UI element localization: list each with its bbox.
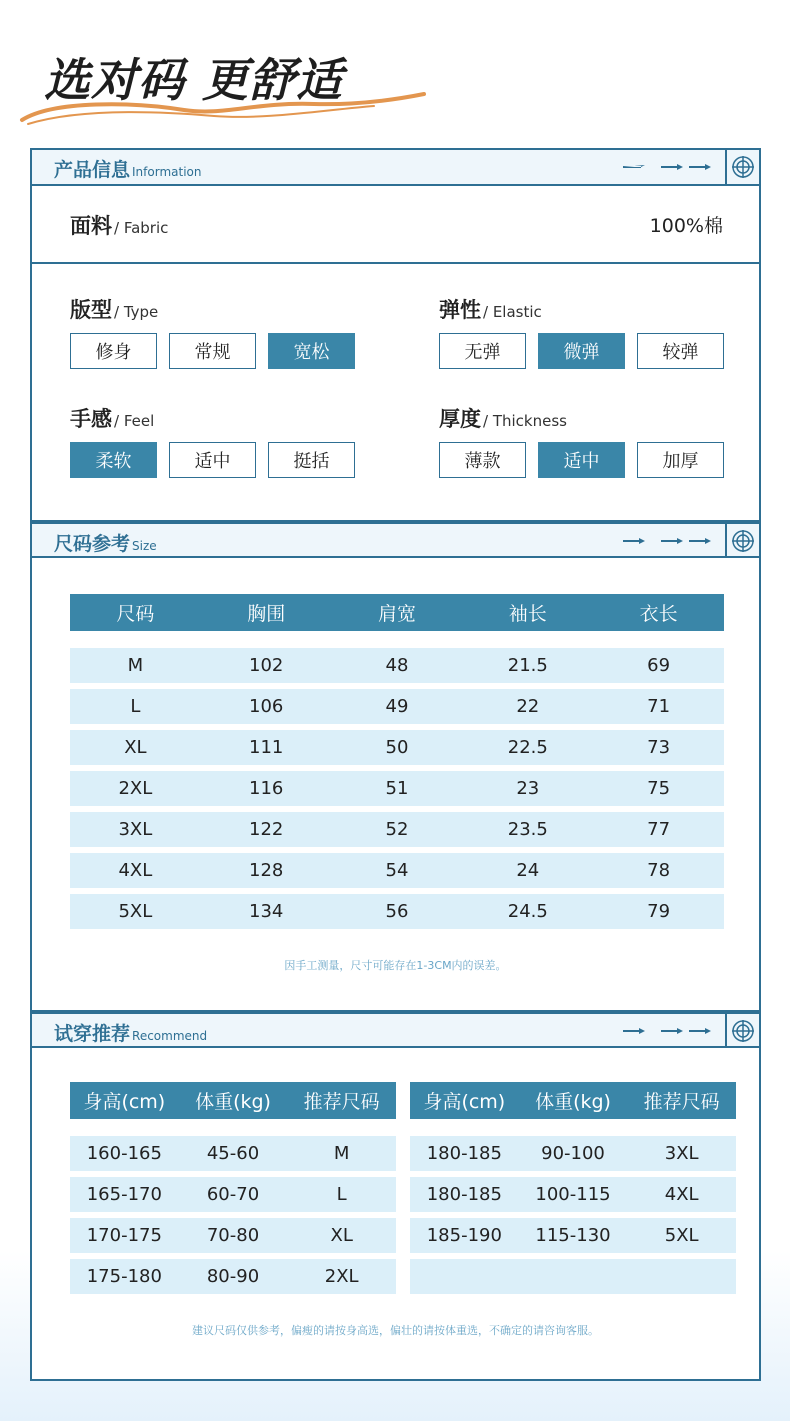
- crosshair-icon-box: [725, 1014, 759, 1048]
- recommend-table-row: [70, 1177, 396, 1212]
- recommend-table-cell: 90-100: [541, 1143, 605, 1164]
- recommend-panel: [30, 1012, 761, 1381]
- recommend-panel-header: [32, 1012, 759, 1048]
- size-title-text: 尺码参考: [54, 533, 131, 555]
- recommend-table-cell: 60-70: [206, 1184, 260, 1205]
- recommend-table-row: [410, 1177, 736, 1212]
- crosshair-icon: [731, 1019, 755, 1043]
- fabric-value: 100%棉: [649, 215, 723, 237]
- size-subtitle: Size: [132, 539, 157, 553]
- info-title-text: 产品信息: [54, 159, 131, 181]
- recommend-table-cell: 180-185: [426, 1184, 502, 1205]
- recommend-col-header: 体重(kg): [195, 1091, 271, 1113]
- size-table-cell: 2XL: [118, 778, 153, 799]
- recommend-table-row: [410, 1136, 736, 1171]
- crosshair-icon: [731, 155, 755, 179]
- thickness-option-thin[interactable]: 薄款: [439, 442, 526, 478]
- feel-label-text: 手感: [70, 407, 112, 431]
- size-col-header: 衣长: [639, 603, 678, 625]
- size-table-row: [70, 812, 724, 847]
- size-title: [54, 529, 157, 556]
- recommend-table-cell: 5XL: [664, 1225, 699, 1246]
- type-label-text: 版型: [70, 298, 112, 322]
- recommend-table-cell: 170-175: [86, 1225, 162, 1246]
- recommend-table-row: [70, 1218, 396, 1253]
- size-table-cell: 48: [385, 655, 409, 676]
- recommend-table-cell: M: [333, 1143, 350, 1164]
- page-title: 选对码 更舒适: [44, 53, 344, 107]
- type-label: [70, 294, 158, 324]
- thickness-label: [439, 403, 567, 433]
- recommend-table-cell: 2XL: [324, 1266, 359, 1287]
- size-table-cell: 3XL: [118, 819, 153, 840]
- feel-option-crisp[interactable]: 挺括: [268, 442, 355, 478]
- size-table-cell: 79: [647, 901, 671, 922]
- size-table-cell: 24.5: [507, 901, 548, 922]
- size-table-cell: 50: [385, 737, 409, 758]
- thickness-label-sub: / Thickness: [483, 412, 567, 430]
- recommend-title: [54, 1019, 207, 1046]
- elastic-option-slight[interactable]: 微弹: [538, 333, 625, 369]
- recommend-col-header: 体重(kg): [535, 1091, 611, 1113]
- recommend-table-cell: 70-80: [206, 1225, 260, 1246]
- fabric-label: [70, 210, 168, 240]
- recommend-right-header: [410, 1082, 736, 1119]
- recommend-left-header: [70, 1082, 396, 1119]
- size-table-cell: 106: [249, 696, 284, 717]
- recommend-col-header: 身高(cm): [83, 1091, 166, 1113]
- recommend-col-header: 推荐尺码: [643, 1091, 720, 1113]
- info-panel-header: [32, 150, 759, 186]
- size-panel: [30, 522, 761, 1012]
- size-table-row: [70, 894, 724, 929]
- size-table-cell: 78: [647, 860, 671, 881]
- feel-label-sub: / Feel: [114, 412, 155, 430]
- size-table-cell: 54: [385, 860, 409, 881]
- recommend-col-header: 身高(cm): [423, 1091, 506, 1113]
- type-options: [70, 333, 355, 369]
- crosshair-icon: [731, 529, 755, 553]
- size-table-cell: 5XL: [118, 901, 153, 922]
- recommend-table-cell: 175-180: [86, 1266, 162, 1287]
- recommend-table-row: [70, 1136, 396, 1171]
- size-table-cell: 56: [385, 901, 409, 922]
- size-table-row: [70, 648, 724, 683]
- elastic-label: [439, 294, 542, 324]
- size-col-header: 肩宽: [377, 603, 416, 625]
- info-panel: [30, 148, 761, 522]
- size-table-cell: 4XL: [118, 860, 153, 881]
- recommend-subtitle: Recommend: [132, 1029, 208, 1043]
- fabric-label-text: 面料: [70, 214, 112, 238]
- feel-options: [70, 442, 355, 478]
- recommend-table-cell: 80-90: [206, 1266, 260, 1287]
- elastic-label-sub: / Elastic: [483, 303, 542, 321]
- size-table-cell: 49: [385, 696, 409, 717]
- size-table-cell: 75: [647, 778, 671, 799]
- size-table-cell: L: [130, 696, 141, 717]
- recommend-table-cell: L: [336, 1184, 347, 1205]
- size-table-header: [70, 594, 724, 631]
- size-col-header: 胸围: [247, 603, 286, 625]
- recommend-table-cell: 45-60: [206, 1143, 260, 1164]
- arrows-icon: [623, 161, 713, 173]
- elastic-option-none[interactable]: 无弹: [439, 333, 526, 369]
- thickness-option-thick[interactable]: 加厚: [637, 442, 724, 478]
- thickness-option-medium[interactable]: 适中: [538, 442, 625, 478]
- recommend-col-header: 推荐尺码: [303, 1091, 380, 1113]
- size-table-cell: 102: [249, 655, 284, 676]
- crosshair-icon-box: [725, 150, 759, 184]
- size-table-row: [70, 689, 724, 724]
- size-table-cell: 51: [385, 778, 409, 799]
- recommend-table-cell: 4XL: [664, 1184, 699, 1205]
- size-table-cell: 24: [516, 860, 540, 881]
- size-table-cell: 22: [516, 696, 540, 717]
- size-table-cell: 73: [647, 737, 671, 758]
- recommend-table-cell: 115-130: [535, 1225, 611, 1246]
- recommend-table-row: [70, 1259, 396, 1294]
- size-table-cell: M: [127, 655, 144, 676]
- size-table-cell: XL: [124, 737, 147, 758]
- size-panel-header: [32, 522, 759, 558]
- recommend-table-cell: 160-165: [86, 1143, 162, 1164]
- elastic-label-text: 弹性: [439, 298, 481, 322]
- size-note: 因手工测量，尺寸可能存在1-3CM内的误差。: [284, 959, 507, 972]
- type-option-slim[interactable]: 修身: [70, 333, 157, 369]
- size-table-cell: 116: [249, 778, 284, 799]
- type-option-regular[interactable]: 常规: [169, 333, 256, 369]
- size-table-row: [70, 853, 724, 888]
- size-table-cell: 21.5: [507, 655, 548, 676]
- brush-stroke-decoration: [14, 80, 434, 130]
- size-table-row: [70, 730, 724, 765]
- recommend-note: 建议尺码仅供参考，偏瘦的请按身高选，偏壮的请按体重选，不确定的请咨询客服。: [192, 1324, 599, 1337]
- thickness-label-text: 厚度: [439, 407, 481, 431]
- fabric-label-sub: / Fabric: [114, 219, 169, 237]
- info-subtitle: Information: [132, 165, 202, 179]
- thickness-options: [439, 442, 724, 478]
- recommend-table-cell: 165-170: [86, 1184, 162, 1205]
- size-table-cell: 71: [647, 696, 671, 717]
- size-table-cell: 128: [249, 860, 284, 881]
- recommend-table-row: [410, 1218, 736, 1253]
- recommend-table-cell: 180-185: [426, 1143, 502, 1164]
- crosshair-icon-box: [725, 524, 759, 558]
- size-table-cell: 22.5: [507, 737, 548, 758]
- feel-label: [70, 403, 154, 433]
- type-label-sub: / Type: [114, 303, 159, 321]
- size-table-cell: 52: [385, 819, 409, 840]
- size-table-cell: 111: [249, 737, 284, 758]
- arrows-icon: [623, 535, 713, 547]
- size-table-cell: 69: [647, 655, 671, 676]
- feel-option-soft[interactable]: 柔软: [70, 442, 157, 478]
- type-option-loose[interactable]: 宽松: [268, 333, 355, 369]
- size-table-cell: 77: [647, 819, 671, 840]
- recommend-table-cell: 3XL: [664, 1143, 699, 1164]
- size-col-header: 袖长: [508, 603, 547, 625]
- recommend-table-cell: XL: [330, 1225, 353, 1246]
- recommend-table-cell: 100-115: [535, 1184, 611, 1205]
- elastic-option-more[interactable]: 较弹: [637, 333, 724, 369]
- size-table-cell: 23: [516, 778, 540, 799]
- elastic-options: [439, 333, 724, 369]
- size-table-row: [70, 771, 724, 806]
- recommend-table-cell: 185-190: [426, 1225, 502, 1246]
- size-table-cell: 134: [249, 901, 284, 922]
- info-title: [54, 155, 201, 182]
- feel-option-medium[interactable]: 适中: [169, 442, 256, 478]
- fabric-row: [32, 186, 759, 264]
- arrows-icon: [623, 1025, 713, 1037]
- size-table-cell: 23.5: [507, 819, 548, 840]
- size-col-header: 尺码: [116, 603, 155, 625]
- size-table-cell: 122: [249, 819, 284, 840]
- recommend-table-row: [410, 1259, 736, 1294]
- recommend-title-text: 试穿推荐: [54, 1023, 131, 1045]
